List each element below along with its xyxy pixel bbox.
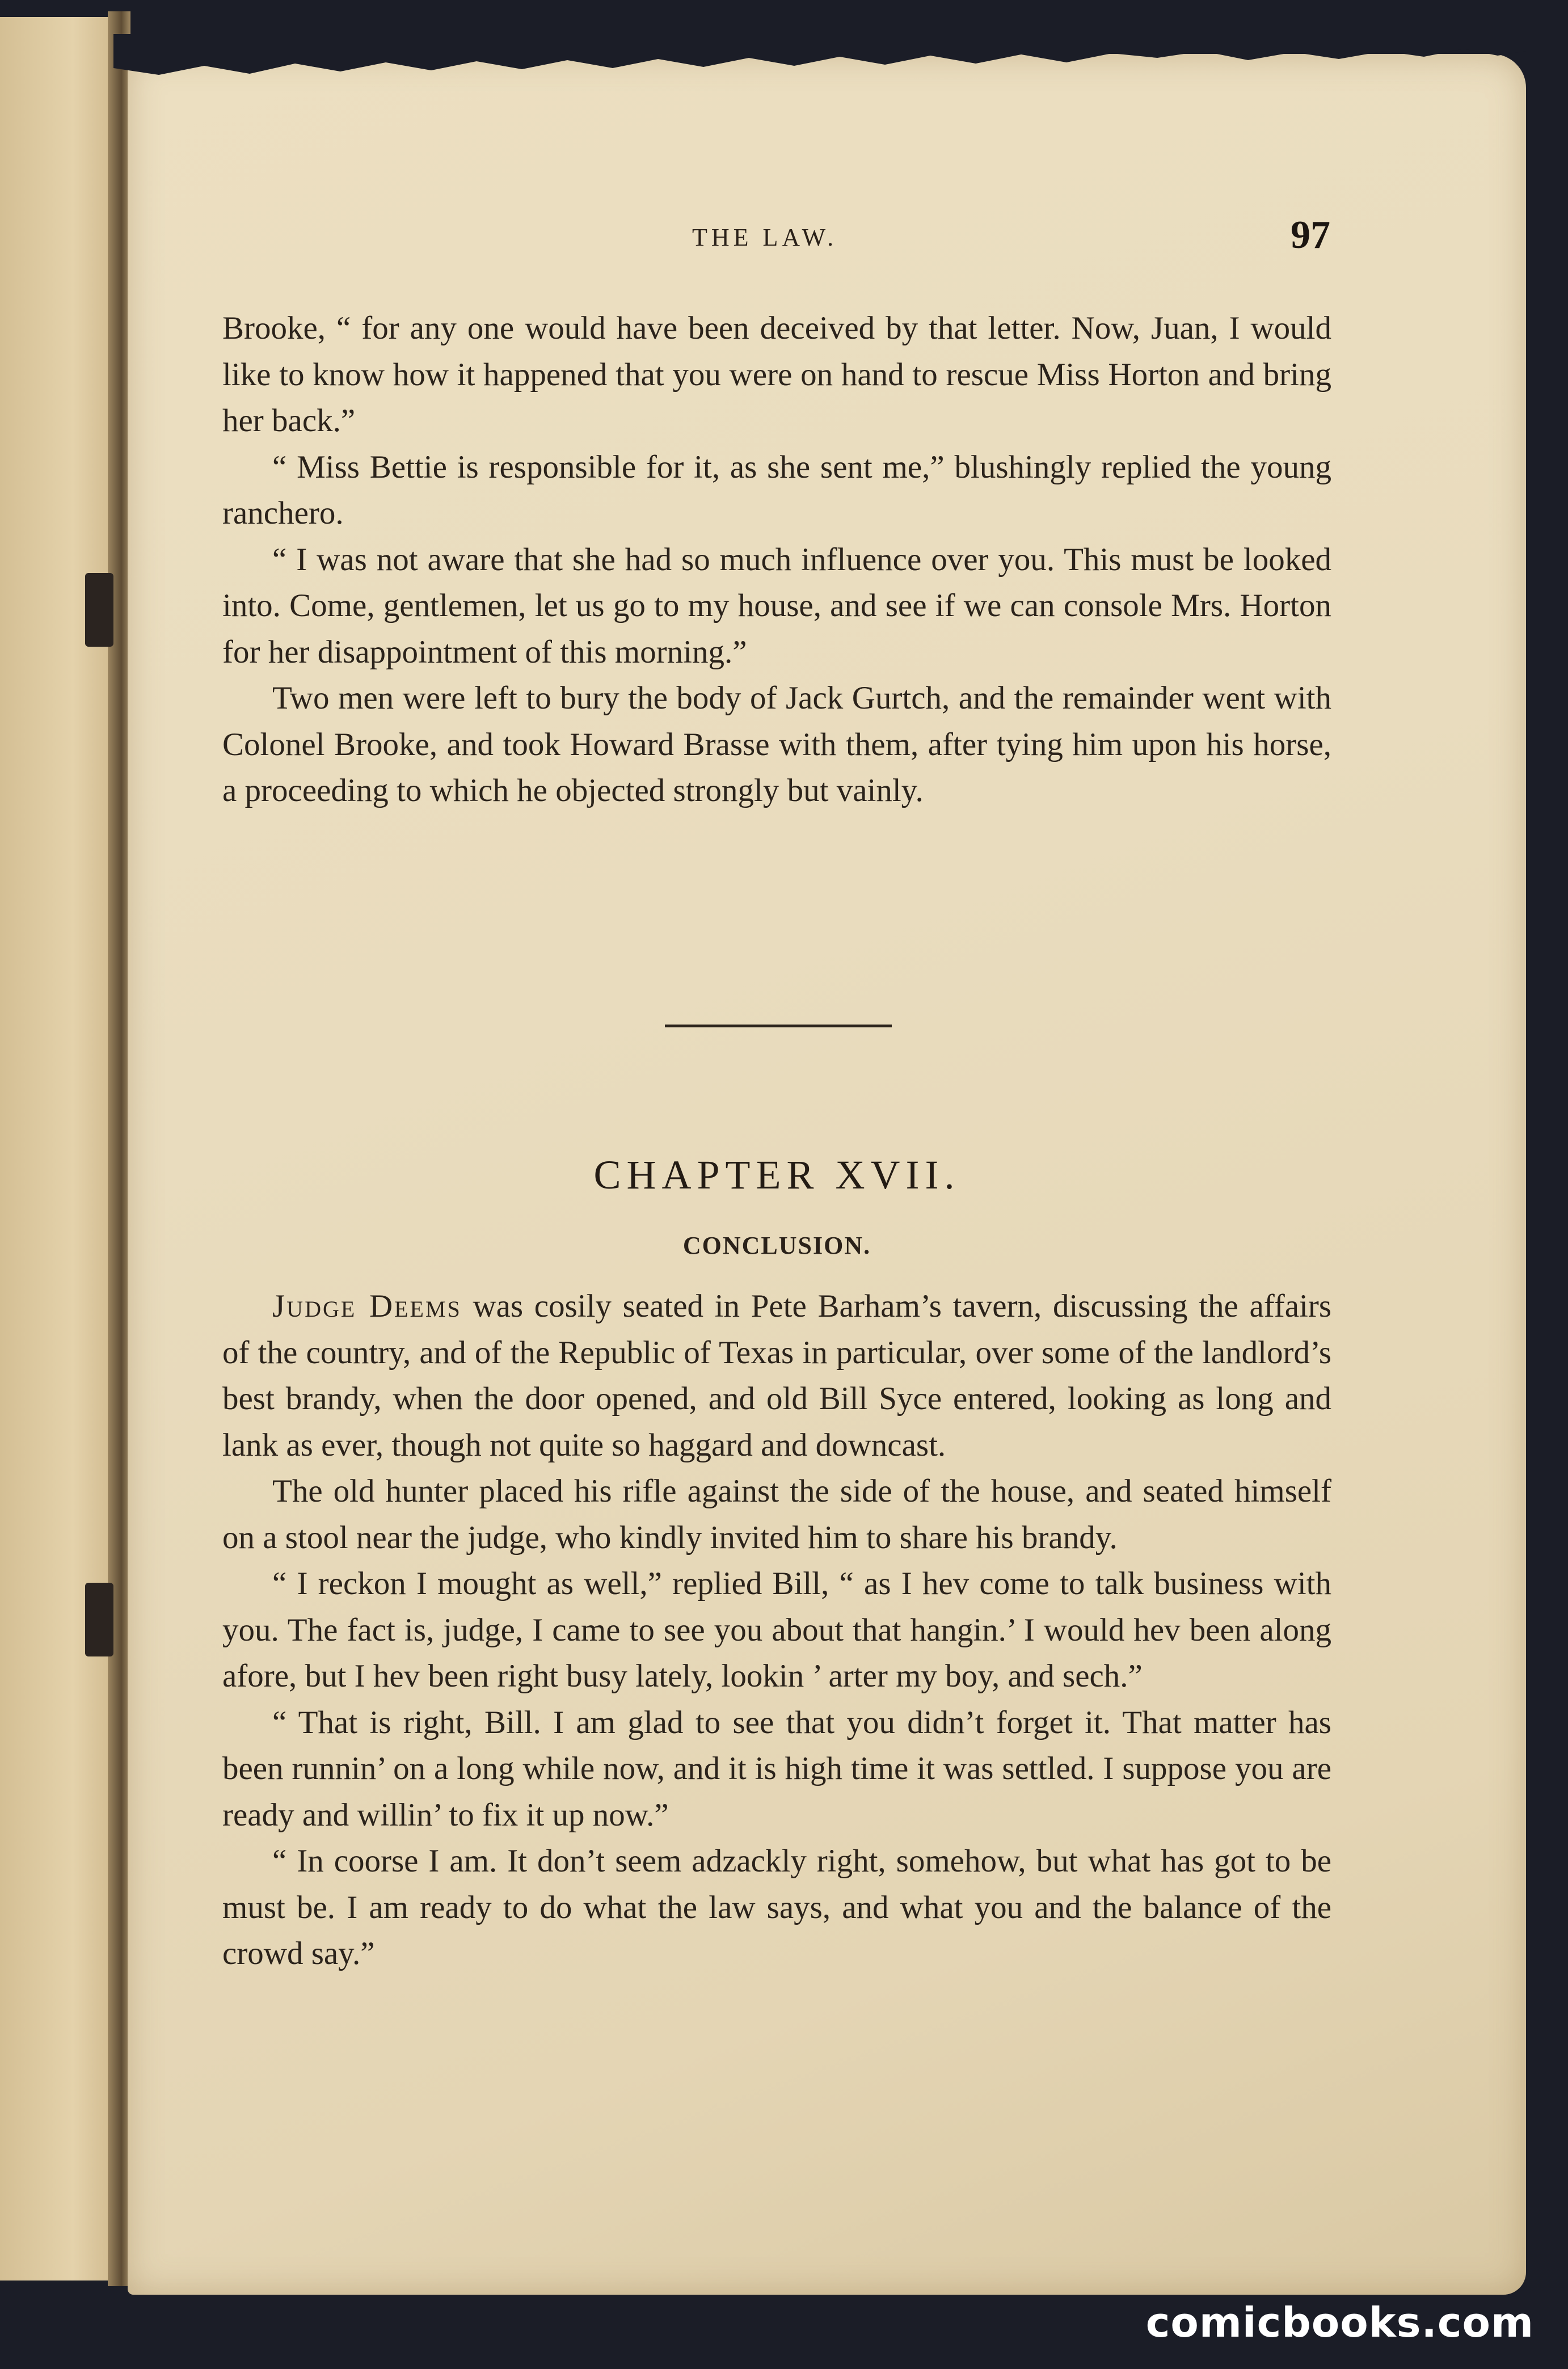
paragraph: Two men were left to bury the body of Jack Gurtch, and the remainder went with Colonel Brooke, and took Howard Brasse with them, after tying him upon his horse, a proceeding to which he objected strongly but vainly. bbox=[222, 680, 1331, 808]
page-header bbox=[227, 213, 1330, 264]
binding-tab-upper bbox=[85, 573, 113, 647]
chapter-opening-text: was cosily seated in Pete Barham’s tavern, discussing the affairs of the country, and of the Republic of Texas in particular, over some of the landlord’s best brandy, when the door opened, and old Bill Syce entered, looking as long and lank as ever, though not quite so haggard and downcast. bbox=[222, 1288, 1331, 1463]
running-head: THE LAW. bbox=[692, 224, 838, 251]
body-text-upper bbox=[222, 305, 1331, 814]
paragraph: “ I reckon I mought as well,” replied Bill, “ as I hev come to talk business with you. The fact is, judge, I came to see you about that hangin.’ I would hev been along afore, but I hev been right busy lately, lookin ’ arter my boy, and sech.” bbox=[222, 1566, 1331, 1694]
paragraph: Brooke, “ for any one would have been deceived by that letter. Now, Juan, I would like to know how it happened that you were on hand to rescue Miss Horton and bring her back.” bbox=[222, 310, 1331, 439]
binding-tab-lower bbox=[85, 1583, 113, 1656]
watermark-logo: comicbooks.com bbox=[1145, 2299, 1534, 2346]
section-divider bbox=[665, 1025, 892, 1027]
page-number: 97 bbox=[1291, 213, 1330, 257]
chapter-opening-words: Judge Deems bbox=[272, 1288, 462, 1324]
paragraph: “ That is right, Bill. I am glad to see that you didn’t forget it. That matter has been runnin’ on a long while now, and it is high time it was settled. I suppose you are ready and willin’ to fix it up now.” bbox=[222, 1704, 1331, 1833]
paragraph: “ Miss Bettie is responsible for it, as she sent me,” blushingly replied the young ranchero. bbox=[222, 449, 1331, 531]
facing-page-edge bbox=[0, 17, 122, 2281]
book-gutter bbox=[108, 11, 130, 2286]
chapter-title: CHAPTER XVII. bbox=[593, 1152, 960, 1198]
body-text-lower bbox=[222, 1283, 1331, 1977]
paragraph: The old hunter placed his rifle against the side of the house, and seated himself on a stool near the judge, who kindly invited him to share his brandy. bbox=[222, 1473, 1331, 1556]
paragraph: “ In coorse I am. It don’t seem adzackly right, somehow, but what has got to be must be. I am ready to do what the law says, and what you and the balance of the crowd say.” bbox=[222, 1843, 1331, 1971]
torn-top-edge bbox=[113, 34, 1526, 85]
chapter-subtitle: CONCLUSION. bbox=[682, 1232, 871, 1259]
paragraph bbox=[222, 1283, 1331, 1468]
paragraph: “ I was not aware that she had so much influence over you. This must be looked into. Come, gentlemen, let us go to my house, and see if we can console Mrs. Horton for her disappointment of this morning.” bbox=[222, 541, 1331, 670]
